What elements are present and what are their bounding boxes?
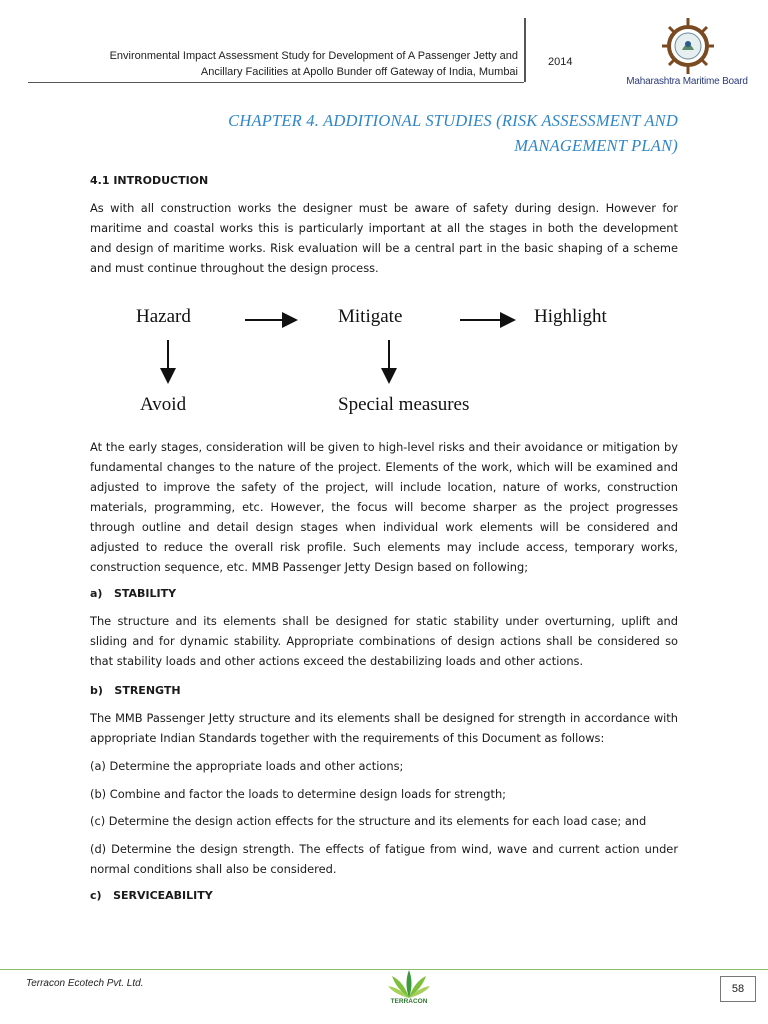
early-stages-paragraph: At the early stages, consideration will be given to high-level risks and their avoidance or mitigation by fundamental changes to the nature of the project. Elements of the work, which will be examined and adjusted to improve the safety of the project, will include location, nature of works, construction materials, programming, etc. However, the focus will become sharper as the project progresses through outline and detail design stages when individual work elements will be considered and adjusted to reduce the overall risk profile. Such elements may include access, temporary works, construction sequence, etc. MMB Passenger Jetty Design based on following; xyxy=(90,440,678,574)
header-title-line1: Environmental Impact Assessment Study for Development of A Passenger Jetty and xyxy=(109,50,518,62)
strength-item: (d) Determine the design strength. The effects of fatigue from wind, wave and current action under normal conditions shall also be considered. xyxy=(90,842,678,876)
strength-item: (c) Determine the design action effects for the structure and its elements for each load case; and xyxy=(90,814,647,828)
strength-item: (b) Combine and factor the loads to determine design loads for strength; xyxy=(90,787,507,801)
header-title xyxy=(48,48,518,80)
header-vertical-divider xyxy=(524,18,526,82)
section-marker: a) xyxy=(90,587,103,600)
flow-arrows xyxy=(100,296,660,426)
intro-heading: 4.1 INTRODUCTION xyxy=(90,174,209,187)
stability-heading xyxy=(90,584,678,604)
section-heading-text: STABILITY xyxy=(113,587,177,600)
section-marker: b) xyxy=(90,684,103,697)
footer-logo-text: TERRACON xyxy=(390,998,428,1005)
ship-wheel-icon xyxy=(660,16,716,76)
section-heading-text: SERVICEABILITY xyxy=(113,889,213,902)
flow-special-measures: Special measures xyxy=(338,394,470,415)
leaf-icon xyxy=(384,968,434,1000)
logo-text: Maharashtra Maritime Board xyxy=(626,76,748,87)
flow-hazard: Hazard xyxy=(136,306,191,327)
risk-flow-diagram xyxy=(100,296,660,426)
strength-paragraph: The MMB Passenger Jetty structure and its elements shall be designed for strength in accordance with appropriate Indian Standards together with the requirements of this Document as follows: xyxy=(90,711,678,745)
chapter-title-line2: MANAGEMENT PLAN) xyxy=(514,136,678,155)
serviceability-heading xyxy=(90,886,678,906)
strength-item: (a) Determine the appropriate loads and other actions; xyxy=(90,759,404,773)
stability-paragraph: The structure and its elements shall be designed for static stability under overturning, uplift and sliding and for dynamic stability. Appropriate combinations of design actions shall be considered so that stability loads and other actions exceed the destabilizing loads and other actions. xyxy=(90,614,678,668)
terracon-logo xyxy=(384,968,434,1018)
header-year: 2014 xyxy=(548,56,573,68)
footer-company: Terracon Ecotech Pvt. Ltd. xyxy=(26,978,144,989)
chapter-title xyxy=(118,108,678,158)
maharashtra-maritime-board-logo xyxy=(622,16,752,92)
flow-avoid: Avoid xyxy=(140,394,187,415)
header-title-line2: Ancillary Facilities at Apollo Bunder off Gateway of India, Mumbai xyxy=(200,66,518,78)
section-heading-text: STRENGTH xyxy=(114,684,181,697)
flow-mitigate: Mitigate xyxy=(338,306,403,327)
flow-highlight: Highlight xyxy=(534,306,607,327)
strength-heading xyxy=(90,681,678,701)
intro-paragraph: As with all construction works the designer must be aware of safety during design. However for maritime and coastal works this is particularly important at all the stages in both the development and design of maritime works. Risk evaluation will be a central part in the basic shaping of a scheme and must continue throughout the design process. xyxy=(90,201,678,275)
section-marker: c) xyxy=(90,889,102,902)
page-number: 58 xyxy=(720,976,756,1002)
header-divider xyxy=(28,82,524,83)
chapter-title-line1: CHAPTER 4. ADDITIONAL STUDIES (RISK ASSESSMENT AND xyxy=(228,111,678,130)
